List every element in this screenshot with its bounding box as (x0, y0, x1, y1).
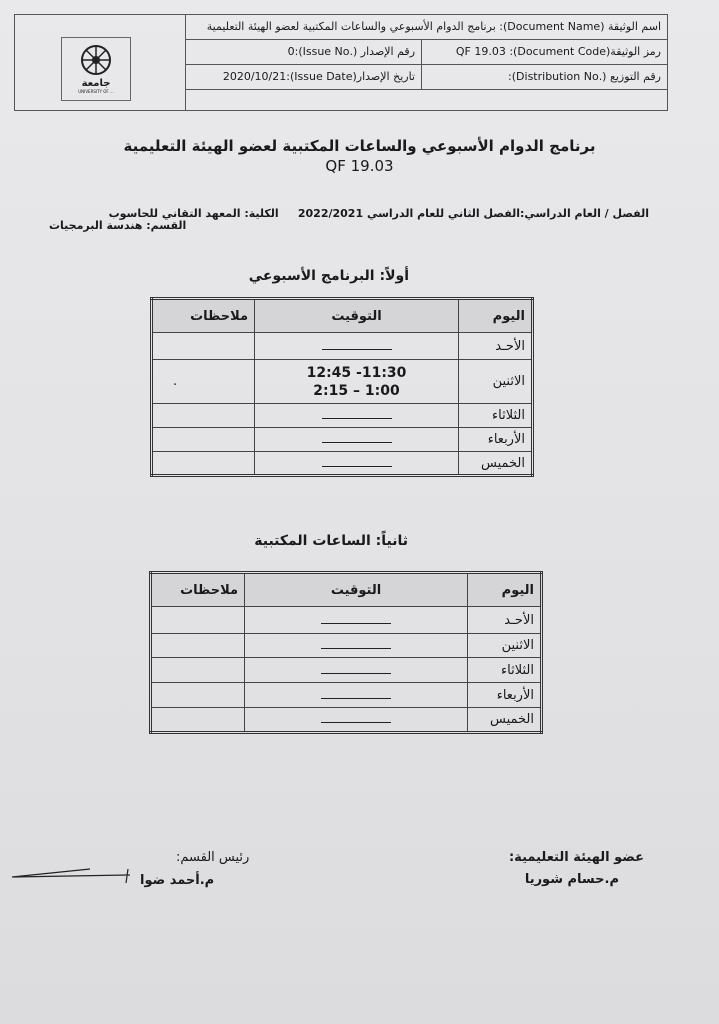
time-cell (245, 658, 468, 683)
time-cell (245, 683, 468, 708)
wheel-emblem-icon (74, 44, 118, 78)
notes-header: ملاحظات (151, 573, 245, 607)
time-cell (255, 428, 459, 452)
issue-date: تاريخ الإصدار(Issue Date):2020/10/21 (222, 70, 415, 83)
note-cell (151, 607, 245, 634)
day-cell: الاثنين (468, 634, 542, 658)
day-header: اليوم (468, 573, 542, 607)
day-cell: الخميس (468, 708, 542, 733)
document-code: رمز الوثيقة(Document Code): QF 19.03 (455, 45, 661, 58)
table-row (151, 607, 542, 634)
office-hours-section-title: ثانياً: الساعات المكتبية (254, 533, 408, 549)
time-cell (245, 607, 468, 634)
time-header: التوقيت (255, 299, 459, 333)
semester-info: الفصل / العام الدراسي:الفصل الثاني للعام الدراسي 2022/2021 (297, 207, 649, 220)
college-info: الكلية: المعهد التقاني للحاسوب (108, 207, 279, 220)
department-info: القسم: هندسة البرمجيات (49, 219, 187, 232)
member-label: عضو الهيئة التعليمية: (508, 850, 644, 865)
table-row (151, 683, 542, 708)
table-row (151, 634, 542, 658)
document-header (14, 14, 668, 111)
table-row (152, 360, 533, 404)
table-header-row (152, 299, 533, 333)
note-cell (151, 658, 245, 683)
table-row (152, 404, 533, 428)
head-label: رئيس القسم: (176, 850, 250, 865)
info-line (49, 207, 649, 232)
logo-cell (15, 15, 186, 110)
table-row (151, 658, 542, 683)
day-cell: الأربعاء (468, 683, 542, 708)
document-name: اسم الوثيقة (Document Name): برنامج الدوام الأسبوعي والساعات المكتبية لعضو الهيئة التعليمية (206, 20, 661, 33)
note-cell (152, 404, 255, 428)
day-header: اليوم (459, 299, 533, 333)
weekly-section-title: أولاً: البرنامج الأسبوعي (248, 268, 409, 284)
notes-header: ملاحظات (152, 299, 255, 333)
table-header-row (151, 573, 542, 607)
day-cell: الأربعاء (459, 428, 533, 452)
header-row-distribution (186, 65, 667, 90)
day-cell: الخميس (459, 452, 533, 476)
logo-text: جامعة (81, 78, 111, 89)
day-cell: الأحـد (459, 333, 533, 360)
time-cell (255, 333, 459, 360)
header-row-code (186, 40, 667, 65)
logo-subtext: UNIVERSITY OF ... (78, 89, 114, 94)
time-cell (245, 708, 468, 733)
note-cell (152, 452, 255, 476)
note-cell (152, 333, 255, 360)
day-cell: الأحـد (468, 607, 542, 634)
table-row (152, 428, 533, 452)
time-slot-1: 12:45 -11:30 (306, 364, 407, 381)
day-cell: الثلاثاء (459, 404, 533, 428)
time-cell (245, 634, 468, 658)
issue-no: رقم الإصدار (.Issue No):0 (287, 45, 415, 58)
day-cell: الاثنين (459, 360, 533, 404)
note-cell (152, 428, 255, 452)
time-cell (255, 360, 459, 404)
office-hours-table (149, 571, 543, 734)
time-header: التوقيت (245, 573, 468, 607)
document-code-title: QF 19.03 (325, 157, 394, 175)
signature-scribble-icon (10, 867, 140, 889)
note-cell (151, 683, 245, 708)
time-slot-2: 2:15 – 1:00 (313, 382, 400, 399)
note-cell: . (152, 360, 255, 404)
header-row-name (186, 15, 667, 40)
table-row (152, 452, 533, 476)
distribution-no: رقم التوزيع (.Distribution No): (508, 70, 661, 83)
time-cell (255, 452, 459, 476)
weekly-schedule-table (150, 297, 534, 477)
time-cell (255, 404, 459, 428)
table-row (151, 708, 542, 733)
head-name: م.أحمد ضوا (140, 873, 215, 888)
member-name: م.حسام شوريا (524, 872, 619, 887)
note-cell (151, 634, 245, 658)
table-row (152, 333, 533, 360)
document-title: برنامج الدوام الأسبوعي والساعات المكتبية لعضو الهيئة التعليمية (123, 137, 596, 155)
note-cell (151, 708, 245, 733)
day-cell: الثلاثاء (468, 658, 542, 683)
university-logo (61, 37, 131, 101)
